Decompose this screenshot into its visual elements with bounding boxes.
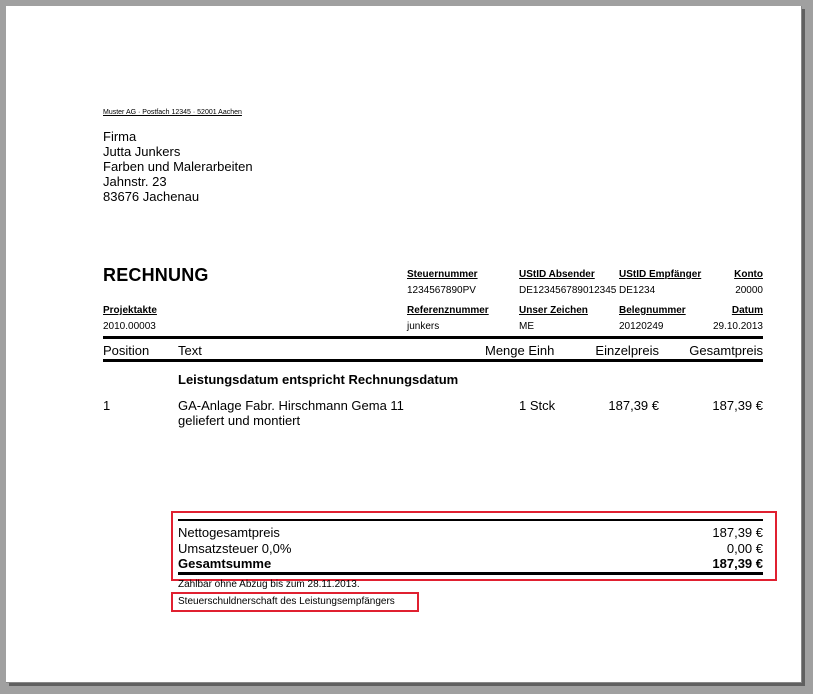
table-header-bottom-rule — [103, 359, 763, 362]
payment-terms: Zahlbar ohne Abzug bis zum 28.11.2013. — [178, 579, 360, 590]
gesamt-value: 187,39 € — [712, 556, 763, 571]
ustid-empfaenger-value: DE1234 — [619, 285, 656, 296]
steuernummer-label: Steuernummer — [407, 269, 478, 280]
column-header-menge-einh: Menge Einh — [485, 343, 555, 358]
ust-label: Umsatzsteuer 0,0% — [178, 541, 292, 556]
belegnummer-value: 20120249 — [619, 321, 664, 332]
datum-value: 29.10.2013 — [712, 321, 763, 332]
referenznummer-label: Referenznummer — [407, 305, 489, 316]
datum-label: Datum — [731, 305, 763, 316]
sender-address-line: Muster AG · Postfach 12345 · 52001 Aachen — [103, 109, 242, 116]
steuernummer-value: 1234567890PV — [407, 285, 476, 296]
recipient-address — [103, 129, 253, 204]
column-header-gesamtpreis: Gesamtpreis — [689, 343, 763, 358]
reverse-charge-note: Steuerschuldnerschaft des Leistungsempfängers — [178, 596, 395, 607]
item-text-line2: geliefert und montiert — [178, 413, 301, 428]
belegnummer-label: Belegnummer — [619, 305, 686, 316]
recipient-line-company-type: Firma — [103, 129, 137, 144]
recipient-line-name: Jutta Junkers — [103, 144, 181, 159]
table-header-top-rule — [103, 336, 763, 339]
item-description — [178, 398, 404, 428]
konto-value: 20000 — [735, 285, 763, 296]
item-quantity: 1 Stck — [519, 398, 556, 413]
item-total-price: 187,39 € — [712, 398, 763, 413]
gesamt-label: Gesamtsumme — [178, 556, 272, 571]
leistungsdatum-note: Leistungsdatum entspricht Rechnungsdatum — [178, 372, 459, 387]
ustid-absender-value: DE123456789012345 — [519, 285, 617, 296]
item-position: 1 — [103, 398, 111, 413]
recipient-line-street: Jahnstr. 23 — [103, 174, 167, 189]
projektakte-value: 2010.00003 — [103, 321, 156, 332]
column-header-position: Position — [103, 343, 150, 358]
unser-zeichen-label: Unser Zeichen — [519, 305, 588, 316]
konto-label: Konto — [734, 269, 763, 280]
recipient-line-business: Farben und Malerarbeiten — [103, 159, 253, 174]
ustid-empfaenger-label: UStID Empfänger — [619, 269, 702, 280]
projektakte-label: Projektakte — [103, 305, 157, 316]
recipient-line-city: 83676 Jachenau — [103, 189, 200, 204]
item-unit-price: 187,39 € — [608, 398, 659, 413]
item-text-line1: GA-Anlage Fabr. Hirschmann Gema 11 — [178, 398, 404, 413]
referenznummer-value: junkers — [407, 321, 440, 332]
ust-value: 0,00 € — [726, 541, 763, 556]
column-header-text: Text — [178, 343, 202, 358]
netto-label: Nettogesamtpreis — [178, 525, 280, 540]
column-header-einzelpreis: Einzelpreis — [595, 343, 659, 358]
document-title: RECHNUNG — [103, 265, 209, 285]
ustid-absender-label: UStID Absender — [519, 269, 595, 280]
totals-highlight-box — [171, 511, 777, 581]
netto-value: 187,39 € — [712, 525, 763, 540]
invoice-page — [6, 6, 802, 683]
unser-zeichen-value: ME — [519, 321, 534, 332]
